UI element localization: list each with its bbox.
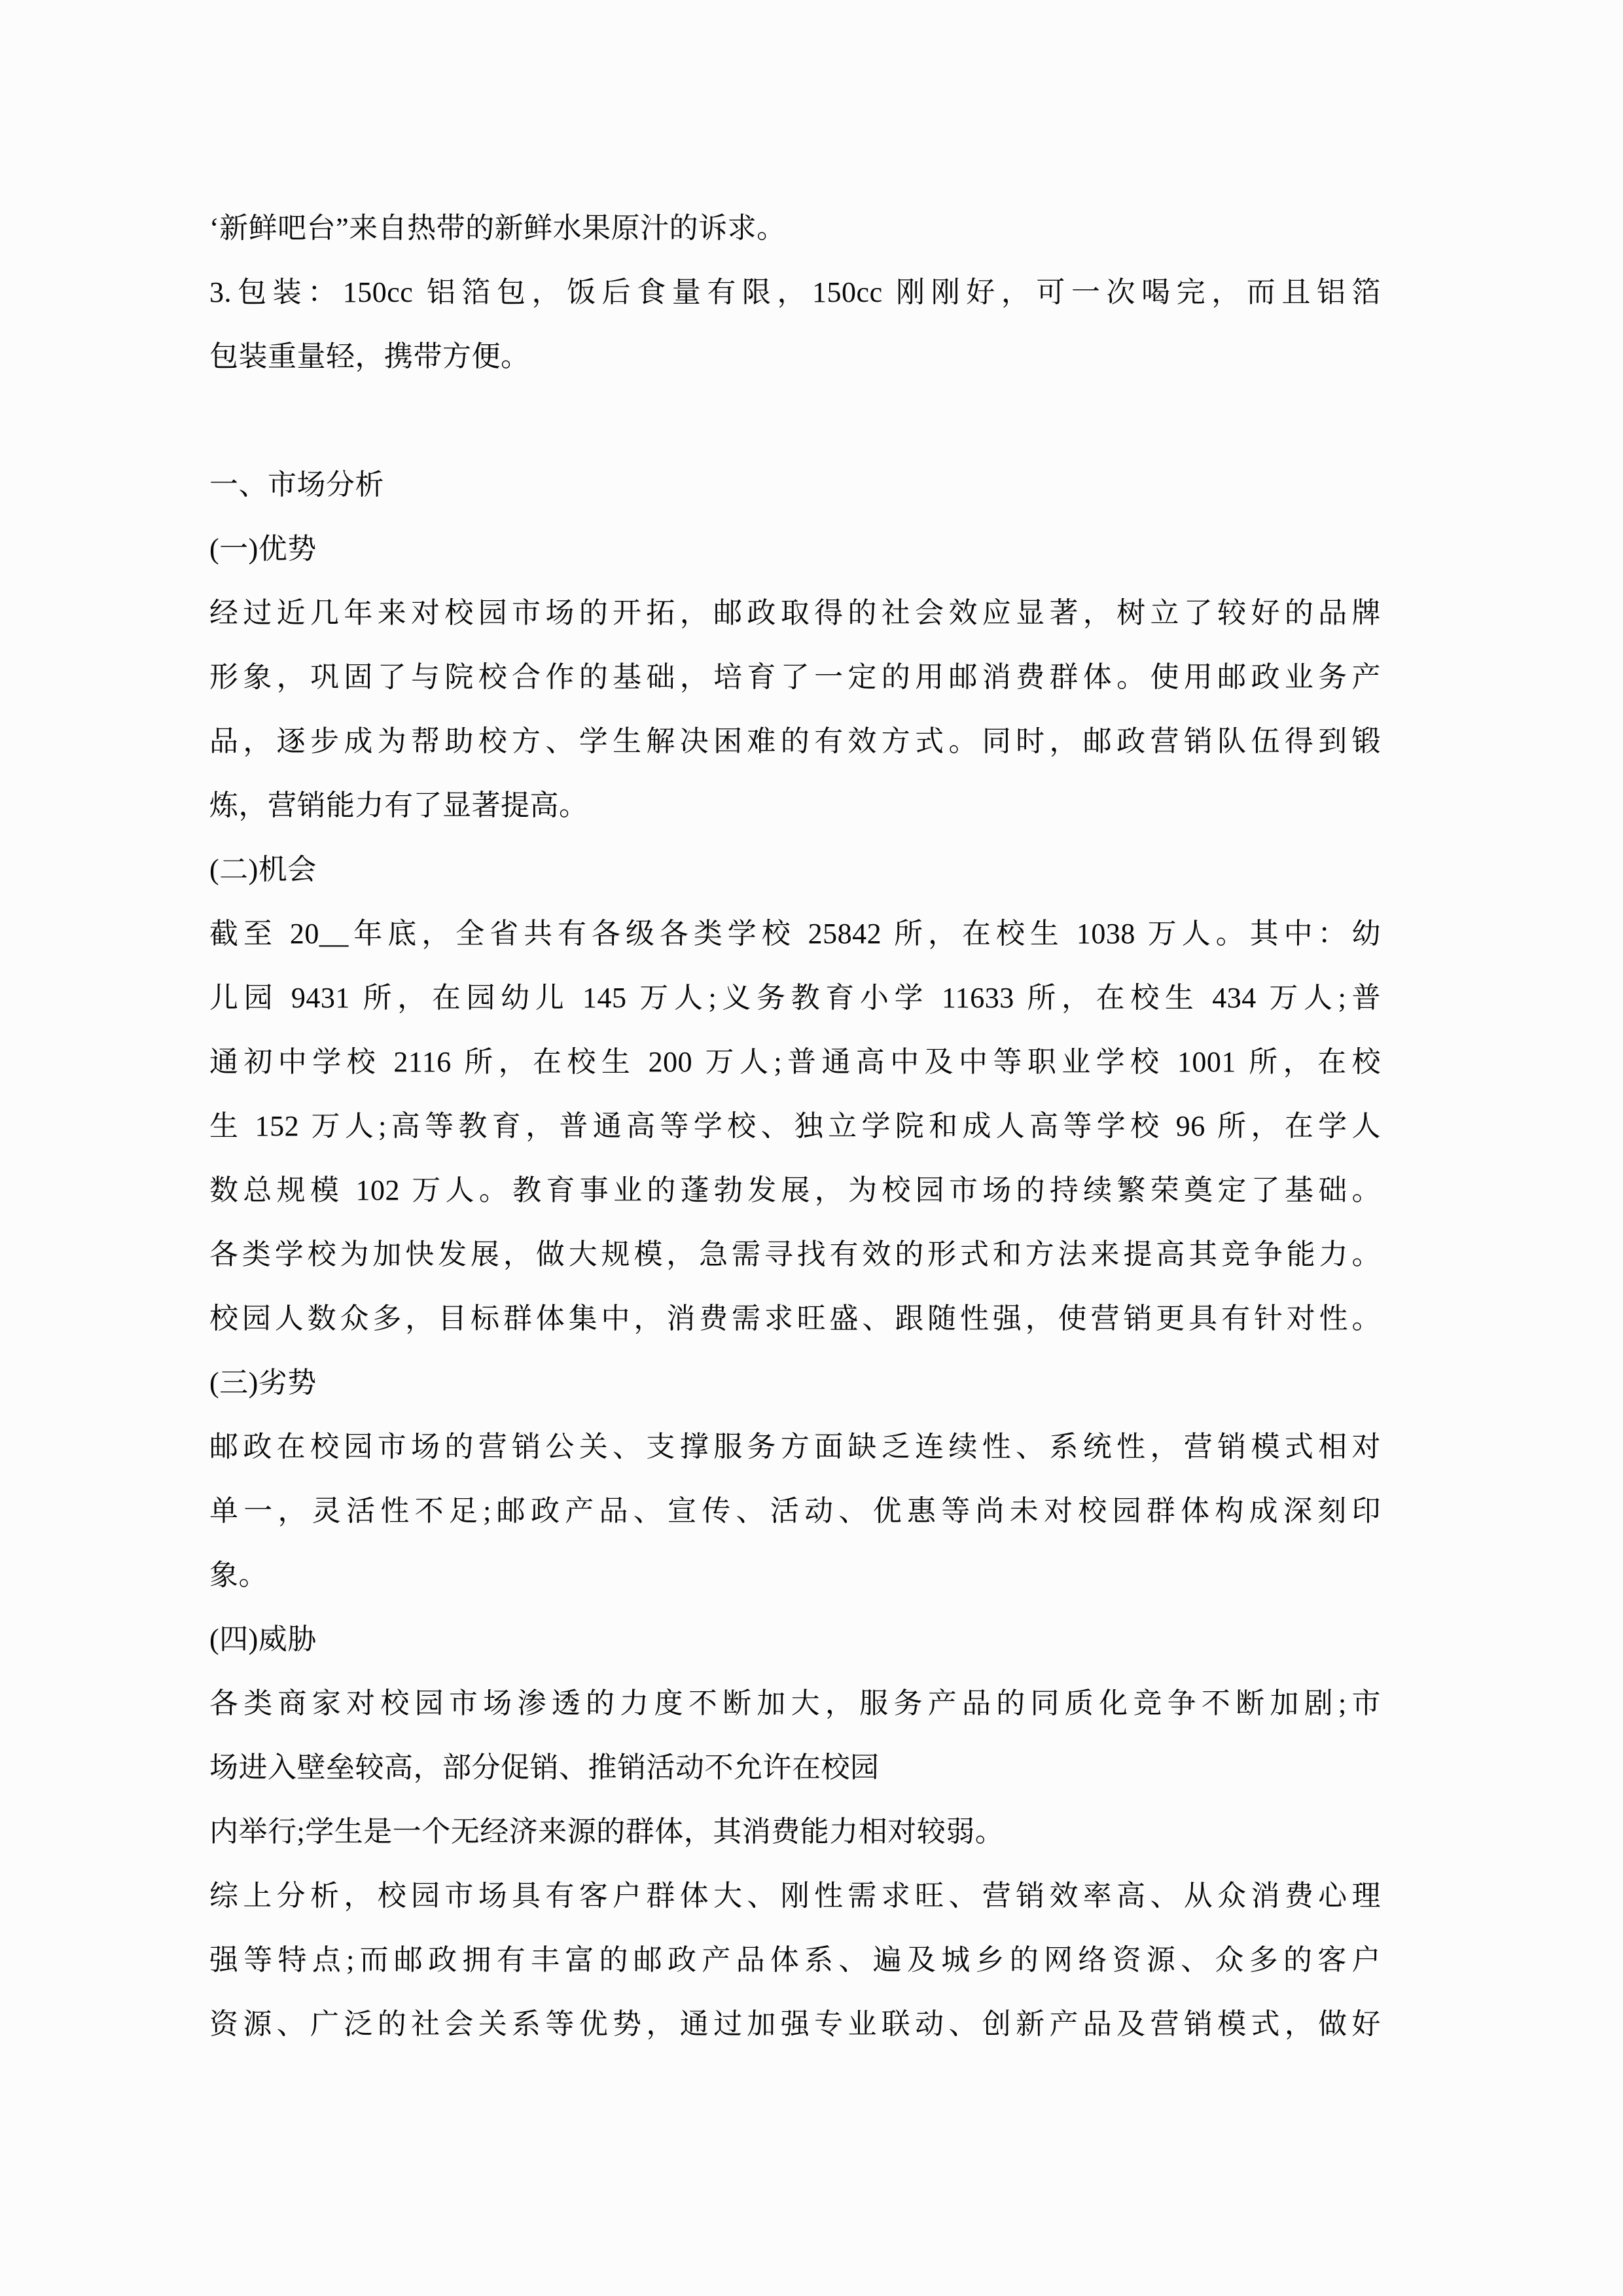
text-line: 强等特点;而邮政拥有丰富的邮政产品体系、遍及城乡的网络资源、众多的客户 bbox=[209, 1944, 1381, 1976]
text-line: (一)优势 bbox=[209, 533, 317, 565]
text-line: 一、市场分析 bbox=[209, 469, 384, 501]
text-line: 包装重量轻，携带方便。 bbox=[209, 340, 530, 372]
text-line: 各类学校为加快发展，做大规模，急需寻找有效的形式和方法来提高其竞争能力。 bbox=[209, 1238, 1381, 1270]
text-line: 炼，营销能力有了显著提高。 bbox=[209, 789, 588, 821]
text-line: (四)威胁 bbox=[209, 1623, 317, 1655]
text-line: 邮政在校园市场的营销公关、支撑服务方面缺乏连续性、系统性，营销模式相对 bbox=[209, 1431, 1381, 1463]
text-line: 资源、广泛的社会关系等优势，通过加强专业联动、创新产品及营销模式，做好 bbox=[209, 2008, 1381, 2040]
text-line: 生 152 万人;高等教育，普通高等学校、独立学院和成人高等学校 96 所，在学人 bbox=[209, 1110, 1381, 1142]
text-line: 数总规模 102 万人。教育事业的蓬勃发展，为校园市场的持续繁荣奠定了基础。 bbox=[209, 1174, 1381, 1206]
text-line: 通初中学校 2116 所，在校生 200 万人;普通高中及中等职业学校 1001 所，在校 bbox=[209, 1046, 1381, 1078]
text-line: 经过近几年来对校园市场的开拓，邮政取得的社会效应显著，树立了较好的品牌 bbox=[209, 597, 1381, 629]
text-line: 校园人数众多，目标群体集中，消费需求旺盛、跟随性强，使营销更具有针对性。 bbox=[209, 1302, 1381, 1335]
blank-line bbox=[209, 389, 1381, 453]
text-line: 3.包装：150cc 铝箔包，饭后食量有限，150cc 刚刚好，可一次喝完，而且铝箔 bbox=[209, 276, 1381, 308]
text-line: 综上分析，校园市场具有客户群体大、刚性需求旺、营销效率高、从众消费心理 bbox=[209, 1880, 1381, 1912]
text-line: 品，逐步成为帮助校方、学生解决困难的有效方式。同时，邮政营销队伍得到锻 bbox=[209, 725, 1381, 757]
document-lines bbox=[209, 196, 1381, 2056]
text-line: 象。 bbox=[209, 1559, 268, 1591]
text-line: 场进入壁垒较高，部分促销、推销活动不允许在校园 bbox=[209, 1751, 880, 1784]
text-line: ‘新鲜吧台”来自热带的新鲜水果原汁的诉求。 bbox=[209, 212, 786, 244]
text-line: 各类商家对校园市场渗透的力度不断加大，服务产品的同质化竞争不断加剧;市 bbox=[209, 1687, 1381, 1719]
text-line: 儿园 9431 所，在园幼儿 145 万人;义务教育小学 11633 所，在校生 434 万人;普 bbox=[209, 982, 1381, 1014]
text-line: 截至 20__年底，全省共有各级各类学校 25842 所，在校生 1038 万人。其中：幼 bbox=[209, 918, 1381, 950]
text-line: 内举行;学生是一个无经济来源的群体，其消费能力相对较弱。 bbox=[209, 1816, 1005, 1848]
text-line: (三)劣势 bbox=[209, 1367, 317, 1399]
text-line: 单一，灵活性不足;邮政产品、宣传、活动、优惠等尚未对校园群体构成深刻印 bbox=[209, 1495, 1381, 1527]
text-line: (二)机会 bbox=[209, 853, 317, 886]
text-line: 形象，巩固了与院校合作的基础，培育了一定的用邮消费群体。使用邮政业务产 bbox=[209, 661, 1381, 693]
